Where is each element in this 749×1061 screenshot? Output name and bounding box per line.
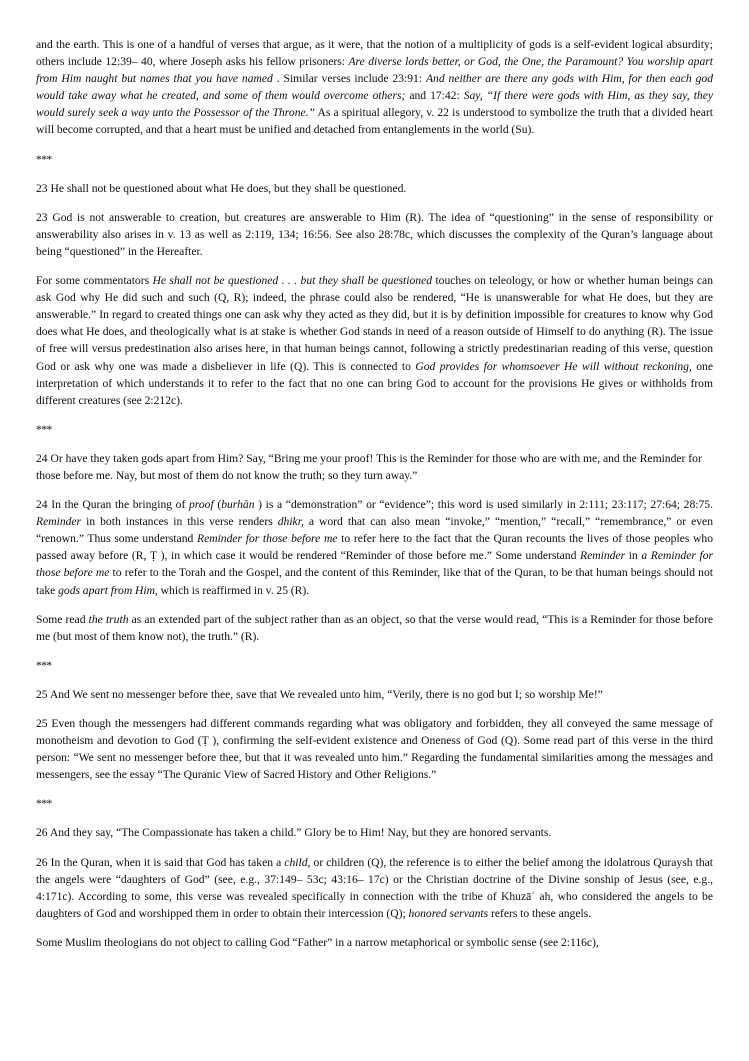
text-run: Some Muslim theologians do not object to calling God “Father” in a narrow metaphorical or symbolic sense (see 2:116c), (36, 935, 599, 949)
section-separator-3: *** (36, 658, 52, 672)
section-separator-2: *** (36, 422, 52, 436)
text-run: to refer to the Torah and the Gospel, and the content of this Reminder, like that of the Quran, to be that human beings should not take (36, 566, 713, 597)
text-run: 23 God is not answerable to creation, but creatures are answerable to Him (R). The idea of “questioning” in the sense of responsibility or answerability also arises in v. 13 as well as 2:119, 134; 16:56. See also 28:78c, which discusses the complexity of the Quran’s language about being “questioned” in the Hereafter. (36, 210, 713, 258)
commentary-24-the-truth (36, 611, 713, 645)
text-run: refers to these angels. (488, 906, 592, 920)
text-run: in both instances in this verse renders (81, 515, 278, 529)
quran-quote: a Reminder for those before me (36, 549, 713, 580)
text-run: 24 Or have they taken gods apart from Him? Say, “Bring me your proof! This is the Reminder for those who are with me, and the Reminder for those before me. Nay, but most of them do not know the truth; so they turn away.” (36, 451, 702, 482)
text-run: For some commentators (36, 274, 153, 288)
quran-quote: the truth (88, 612, 129, 626)
text-run: 24 In the Quran the bringing of (36, 498, 189, 512)
text-run: Some read (36, 612, 89, 626)
quran-quote: honored servants (408, 906, 489, 920)
quran-quote: gods apart from Him, (58, 583, 158, 597)
quran-quote: dhikr, (277, 515, 304, 529)
quran-quote: proof (188, 498, 214, 512)
section-separator-1: *** (36, 152, 52, 166)
text-run: or children (Q), the reference is to either the belief among the idolatrous Quraysh that the angels were “daughters of God” (see, e.g., 37:149– 53c; 43:16– 17c) or the Christian doctrine of the Divine sonship of Jesus (see, e.g., 4:171c). According to some, this verse was revealed specifically in connection with the tribe of Khuzāʿ ah, who considered the angels to be daughters of God and worshipped them in order to obtain their intercession (Q); (36, 855, 713, 920)
text-run: which is reaffirmed in v. 25 (R). (157, 583, 310, 597)
commentary-26-father (36, 934, 713, 951)
commentary-23-teleology (36, 272, 713, 409)
quran-quote: Say, “If there were gods with Him, as they say, they would surely seek a way unto the Possessor of the Throne.” (36, 89, 714, 120)
quran-quote: Reminder (580, 549, 626, 563)
text-run: 26 In the Quran, when it is said that God has taken a (36, 855, 285, 869)
text-run: 25 Even though the messengers had different commands regarding what was obligatory and forbidden, they all conveyed the same message of monotheism and devotion to God (Ṭ ), confirming the self-evident existence and Oneness of God (Q). Some read part of this verse in the third person: “We sent no messenger before thee, but that it was revealed unto him.” Regarding the fundamental similarities among the messages and messengers, see the essay “The Quranic View of Sacred History and Other Religions.” (36, 717, 713, 782)
verse-25-text (36, 686, 713, 703)
commentary-23 (36, 209, 713, 260)
quran-quote: Are diverse lords better, or God, the One, the Paramount? You worship apart from Him naught but names that you have named (36, 55, 713, 86)
commentary-26 (36, 854, 713, 922)
quran-quote: And neither are there any gods with Him, for then each god would take away what he created, and some of them would overcome others; (36, 72, 713, 103)
verse-26-text (36, 824, 713, 841)
quran-quote: Reminder (36, 515, 82, 529)
text-run: one interpretation of which understands it to refer to the fact that no one can bring God to account for the provisions He gives or withholds from different creatures (see 2:212c). (36, 359, 713, 407)
commentary-24 (36, 496, 713, 599)
quran-quote: Reminder for those before me (196, 532, 338, 546)
commentary-25 (36, 715, 713, 783)
text-run: in (625, 549, 642, 563)
section-separator-4: *** (36, 797, 52, 811)
verse-24-text (36, 450, 713, 484)
text-run: to refer here to the fact that the Quran recounts the lives of those peoples who passed away before (R, Ṭ ), in which case it would be rendered “Reminder of those before me.” Some understand (36, 532, 714, 563)
text-run: 23 He shall not be questioned about what He does, but they shall be questioned. (36, 181, 407, 195)
text-run: As a spiritual allegory, v. 22 is understood to symbolize the truth that a divided heart will become corrupted, and that a heart must be unified and detached from entanglements in the world (Su). (36, 106, 713, 137)
text-run: . Similar verses include 23:91: (272, 72, 426, 86)
text-run: 25 And We sent no messenger before thee, save that We revealed unto him, “Verily, there is no god but I; so worship Me!” (36, 687, 603, 701)
text-run: a word that can also mean “invoke,” “mention,” “recall,” “remembrance,” or even “renown.” Thus some understand (36, 515, 713, 546)
paragraph-continuation-verse-22 (36, 36, 713, 139)
quran-quote: He shall not be questioned . . . but they shall be questioned (152, 274, 433, 288)
text-run: touches on teleology, or how or whether human beings can ask God why He did such and such (Q, R); indeed, the phrase could also be rendered, “He is unanswerable for what He does, but they are answerable.” In regard to created things one can ask why they acted as they did, but it is by definition impossible for creatures to know why God does what He does, and theologically what is at stake is whether God stands in need of a reason outside of Himself to do anything (R). The issue of free will versus predestination also arises here, in that human beings cannot, following a strictly predestinarian reading of this verse, question God or ask why one was made a disbeliever in life (Q). This is connected to (36, 274, 713, 373)
text-run: 26 And they say, “The Compassionate has taken a child.” Glory be to Him! Nay, but they are honored servants. (36, 826, 552, 840)
text-run: and 17:42: (405, 89, 464, 103)
text-run: ( (213, 498, 222, 512)
text-run: and the earth. This is one of a handful of verses that argue, as it were, that the notion of a multiplicity of gods is a self-evident logical absurdity; others include 12:39– 40, where Joseph asks his fellow prisoners: (36, 38, 713, 69)
text-column (36, 36, 713, 951)
verse-23-text (36, 180, 713, 197)
quran-quote: God provides for whomsoever He will without reckoning, (415, 359, 692, 373)
text-run: as an extended part of the subject rather than as an object, so that the verse would read, “This is a Reminder for those before me (but most of them know not), the truth.” (R). (36, 612, 713, 643)
text-run: ) is a “demonstration” or “evidence”; this word is used similarly in 2:111; 23:117; 27:64; 28:75. (254, 498, 713, 512)
quran-quote: child, (284, 855, 311, 869)
quran-quote: burhān (221, 498, 255, 512)
